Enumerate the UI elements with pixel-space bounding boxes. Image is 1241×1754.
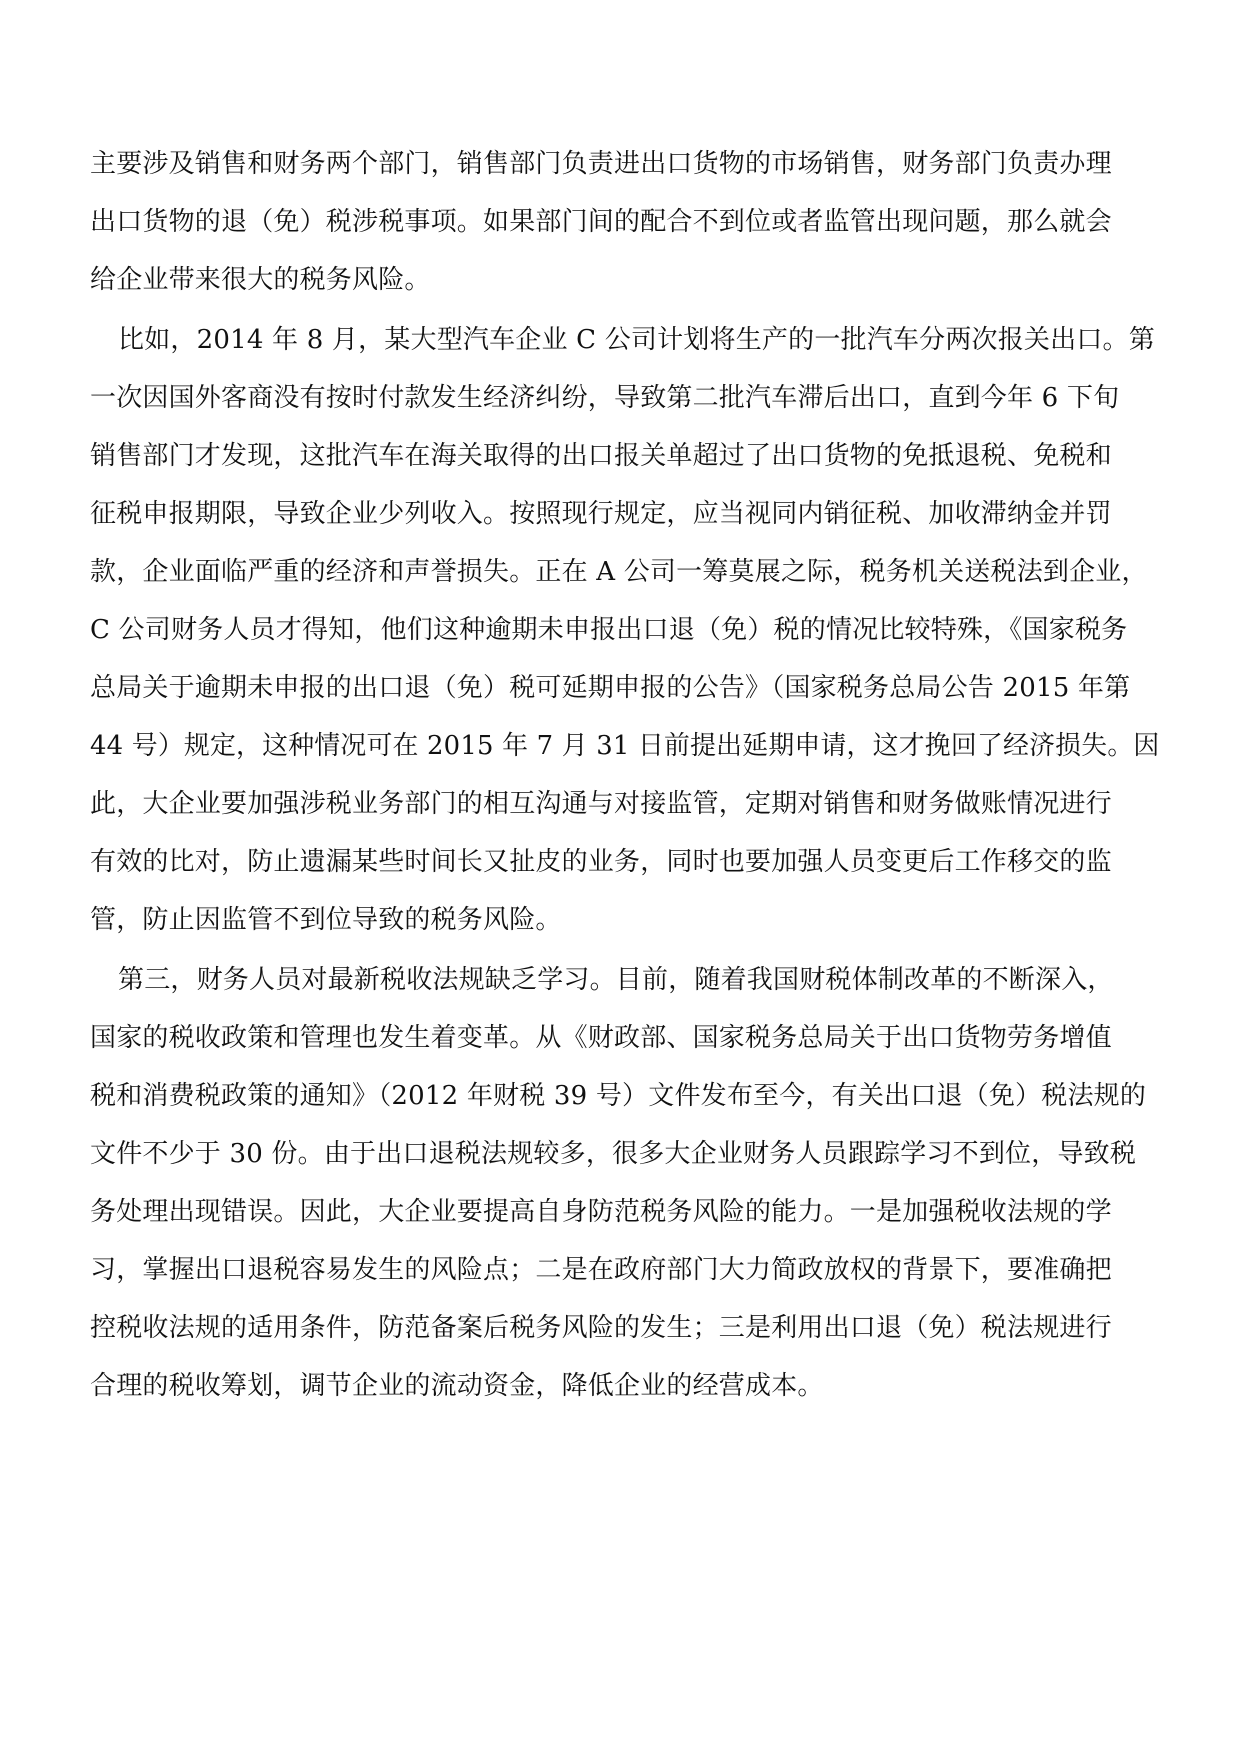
text-line: 征税申报期限，导致企业少列收入。按照现行规定，应当视同内销征税、加收滞纳金并罚 — [90, 499, 1112, 529]
text-line: 给企业带来很大的税务风险。 — [90, 265, 431, 295]
text-line: 务处理出现错误。因此，大企业要提高自身防范税务风险的能力。一是加强税收法规的学 — [90, 1197, 1112, 1227]
text-line: 一次因国外客商没有按时付款发生经济纠纷，导致第二批汽车滞后出口，直到今年 6 下旬 — [90, 383, 1120, 413]
text-line: 管，防止因监管不到位导致的税务风险。 — [90, 905, 562, 935]
text-line: 总局关于逾期未申报的出口退（免）税可延期申报的公告》（国家税务总局公告 2015 年第 — [90, 673, 1131, 703]
text-line: 44 号）规定，这种情况可在 2015 年 7 月 31 日前提出延期申请，这才挽回了经济损失。因 — [90, 731, 1160, 761]
text-line: 税和消费税政策的通知》（2012 年财税 39 号）文件发布至今，有关出口退（免）税法规的 — [90, 1081, 1147, 1111]
text-line: 习，掌握出口退税容易发生的风险点；二是在政府部门大力简政放权的背景下，要准确把 — [90, 1255, 1112, 1285]
text-line: 国家的税收政策和管理也发生着变革。从《财政部、国家税务总局关于出口货物劳务增值 — [90, 1023, 1112, 1053]
text-line: 控税收法规的适用条件，防范备案后税务风险的发生；三是利用出口退（免）税法规进行 — [90, 1313, 1112, 1343]
text-line: 此，大企业要加强涉税业务部门的相互沟通与对接监管，定期对销售和财务做账情况进行 — [90, 789, 1112, 819]
text-line: 主要涉及销售和财务两个部门，销售部门负责进出口货物的市场销售，财务部门负责办理 — [90, 149, 1112, 179]
text-line: 合理的税收筹划，调节企业的流动资金，降低企业的经营成本。 — [90, 1371, 824, 1401]
text-line: 文件不少于 30 份。由于出口退税法规较多，很多大企业财务人员跟踪学习不到位，导致税 — [90, 1139, 1137, 1169]
text-line: 销售部门才发现，这批汽车在海关取得的出口报关单超过了出口货物的免抵退税、免税和 — [90, 441, 1112, 471]
text-line: 出口货物的退（免）税涉税事项。如果部门间的配合不到位或者监管出现问题，那么就会 — [90, 207, 1112, 237]
text-line: C 公司财务人员才得知，他们这种逾期未申报出口退（免）税的情况比较特殊，《国家税务 — [90, 615, 1128, 645]
text-line: 第三，财务人员对最新税收法规缺乏学习。目前，随着我国财税体制改革的不断深入， — [118, 965, 1114, 995]
text-line: 比如，2014 年 8 月，某大型汽车企业 C 公司计划将生产的一批汽车分两次报关出口。第 — [118, 325, 1155, 355]
text-line: 有效的比对，防止遗漏某些时间长又扯皮的业务，同时也要加强人员变更后工作移交的监 — [90, 847, 1112, 877]
text-line: 款，企业面临严重的经济和声誉损失。正在 A 公司一筹莫展之际，税务机关送税法到企业， — [90, 557, 1148, 587]
